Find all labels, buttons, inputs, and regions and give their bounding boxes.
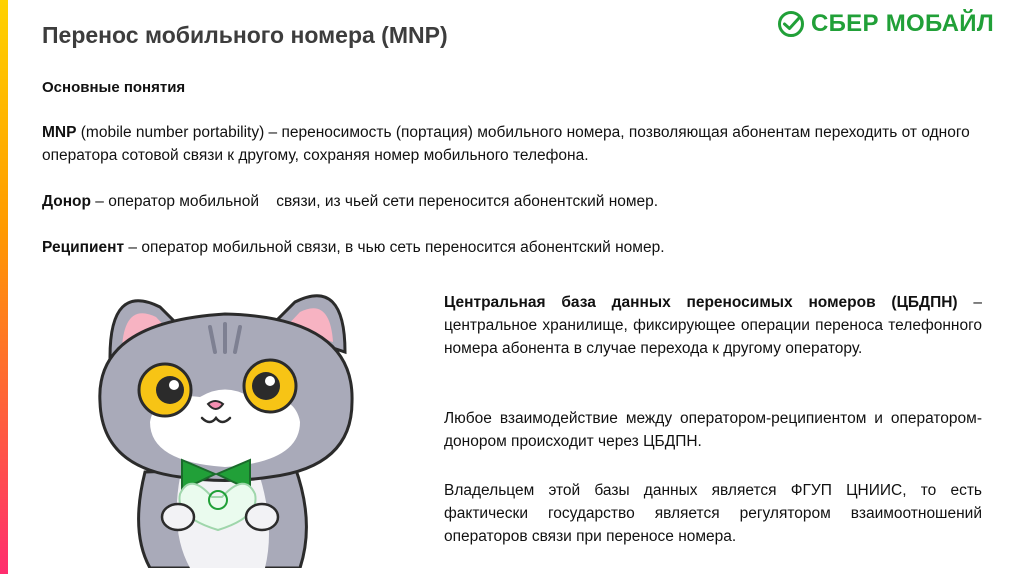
owner-text: Владельцем этой базы данных является ФГУП ЦНИИС, то есть фактически государство является регулятором взаимоотношений операторов связи при переносе номера. [444, 482, 982, 545]
definition-donor-text: – оператор мобильной связи, из чьей сети переносится абонентский номер. [91, 193, 659, 210]
definition-recipient-text: – оператор мобильной связи, в чью сеть переносится абонентский номер. [124, 239, 665, 256]
definition-donor [42, 190, 658, 213]
cat-mascot-icon [90, 262, 390, 568]
term-db: Центральная база данных переносимых номеров (ЦБДПН) [444, 294, 958, 311]
term-recipient: Реципиент [42, 239, 125, 256]
term-mnp: MNP [42, 124, 77, 141]
definition-mnp [42, 121, 982, 167]
definition-recipient [42, 236, 665, 259]
definition-db [444, 291, 982, 360]
section-subtitle: Основные понятия [42, 79, 186, 96]
term-donor: Донор [42, 193, 91, 210]
definition-db-text: – центральное хранилище, фиксирующее операции переноса телефонного номера абонента в случае перехода к другому оператору. [444, 294, 982, 357]
sber-check-icon [777, 10, 805, 38]
accent-bar [0, 0, 8, 574]
logo-text: СБЕР МОБАЙЛ [811, 10, 994, 37]
definition-mnp-text: (mobile number portability) – переносимость (портация) мобильного номера, позволяющая абонентам переходить от одного оператора сотовой связи к другому, сохраняя номер мобильного телефона. [42, 124, 970, 164]
page-title: Перенос мобильного номера (MNP) [42, 22, 448, 48]
brand-logo [777, 7, 994, 41]
interaction-text: Любое взаимодействие между оператором-реципиентом и оператором-донором происходит через ЦБДПН. [444, 410, 982, 450]
